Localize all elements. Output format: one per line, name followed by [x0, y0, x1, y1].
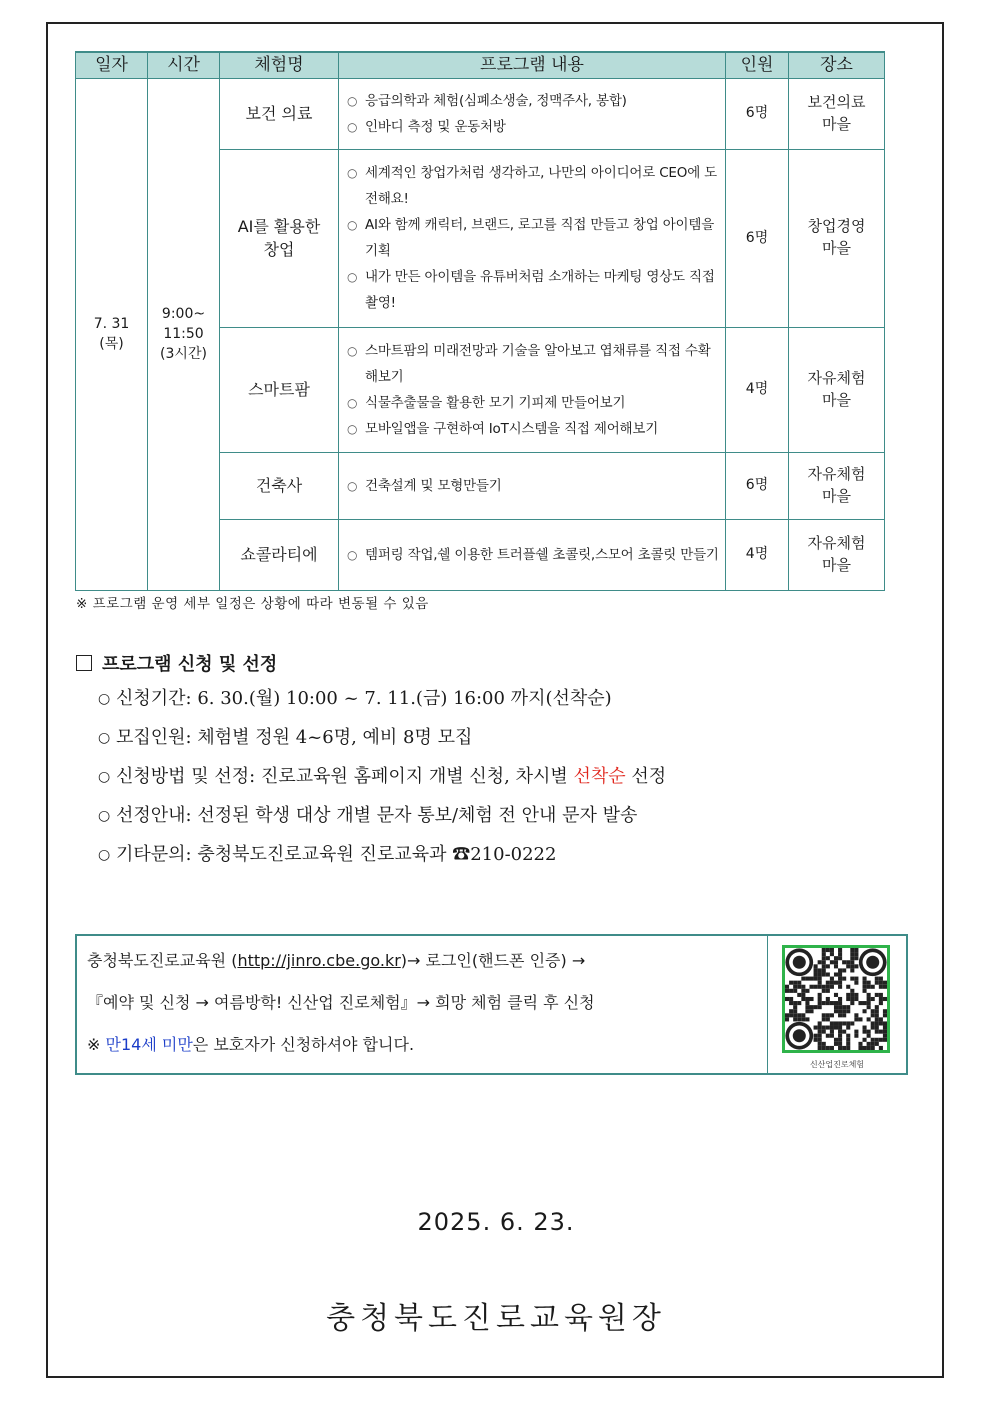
list-item-text: AI와 함께 캐릭터, 브랜드, 로고를 직접 만들고 창업 아이템을 기획: [365, 217, 715, 260]
list-item-recruit: [98, 725, 666, 764]
program-content-cell: [339, 452, 726, 519]
recruit-text: 모집인원: 체험별 정원 4~6명, 예비 8명 모집: [116, 727, 473, 748]
header-date: 일자: [76, 52, 148, 78]
place-line: 마을: [822, 555, 851, 574]
list-item-text: 내가 만든 아이템을 유튜버처럼 소개하는 마케팅 영상도 직접 촬영!: [365, 269, 715, 312]
program-name-cell: [220, 452, 339, 519]
list-item: ○ 응급의학과 체험(심폐소생술, 정맥주사, 봉합): [347, 88, 719, 114]
place-cell: [789, 78, 885, 149]
header-people: 인원: [726, 52, 789, 78]
list-item-text: 건축설계 및 모형만들기: [365, 477, 502, 494]
table-header-row: [76, 52, 885, 78]
date-line: 7. 31: [93, 315, 130, 332]
list-item-text: 세계적인 창업가처럼 생각하고, 나만의 아이디어로 CEO에 도전해요!: [365, 165, 717, 208]
list-item: ○ 모바일앱을 구현하여 IoT시스템을 직접 제어해보기: [347, 416, 719, 442]
header-program-name: 체험명: [220, 52, 339, 78]
place-line: 마을: [822, 486, 851, 505]
place-line: 자유체험: [807, 533, 866, 552]
program-name: 창업: [263, 240, 295, 260]
list-item: ○ AI와 함께 캐릭터, 브랜드, 로고를 직접 만들고 창업 아이템을 기획: [347, 212, 719, 264]
program-name-cell: [220, 519, 339, 590]
header-place: 장소: [789, 52, 885, 78]
time-cell: [148, 78, 220, 590]
guide-line: [87, 1032, 595, 1074]
program-name-cell: [220, 78, 339, 149]
schedule-table: [75, 51, 885, 591]
list-item-guide: [98, 803, 666, 842]
place-cell: [789, 149, 885, 327]
program-name: 쇼콜라티에: [240, 545, 318, 565]
list-item: ○ 인바디 측정 및 운동처방: [347, 114, 719, 140]
guide-line-text: 충청북도진로교육원 (: [87, 951, 238, 970]
method-suffix: 선정: [625, 766, 667, 787]
place-cell: [789, 452, 885, 519]
program-content-cell: [339, 519, 726, 590]
guide-line: 『예약 및 신청 → 여름방학! 신산업 진로체험』→ 희망 체험 클릭 후 신청: [87, 993, 595, 1012]
circle-bullet-icon: ○: [98, 847, 111, 863]
list-item-method: [98, 764, 666, 803]
period-text: 신청기간: 6. 30.(월) 10:00 ~ 7. 11.(금) 16:00 까지(선착순): [116, 688, 612, 709]
place-line: 자유체험: [807, 368, 866, 387]
place-line: 자유체험: [807, 464, 866, 483]
place-line: 마을: [822, 114, 851, 133]
place-cell: [789, 519, 885, 590]
program-name: 보건 의료: [245, 104, 313, 124]
list-item: ○ 건축설계 및 모형만들기: [347, 473, 719, 499]
time-end: 11:50: [163, 325, 204, 342]
section-title-text: 프로그램 신청 및 선정: [102, 654, 278, 675]
list-item-text: 템퍼링 작업,쉘 이용한 트러플쉘 초콜릿,스모어 초콜릿 만들기: [365, 546, 719, 563]
guide-line-text: ※: [87, 1035, 106, 1054]
document-date: 2025. 6. 23.: [417, 1208, 575, 1236]
circle-bullet-icon: ○: [98, 730, 111, 746]
guide-text: 선정안내: 선정된 학생 대상 개별 문자 통보/체험 전 안내 문자 발송: [116, 805, 638, 826]
list-item-period: [98, 686, 666, 725]
list-item-text: 모바일앱을 구현하여 IoT시스템을 직접 제어해보기: [365, 420, 659, 437]
place-line: 보건의료: [807, 92, 866, 111]
place-line: 마을: [822, 390, 851, 409]
list-item-text: 응급의학과 체험(심폐소생술, 정맥주사, 봉합): [365, 92, 627, 109]
list-item: ○ 세계적인 창업가처럼 생각하고, 나만의 아이디어로 CEO에 도전해요!: [347, 160, 719, 212]
program-content-cell: [339, 78, 726, 149]
place-line: 창업경영: [807, 217, 866, 236]
table-row: [76, 78, 885, 149]
guide-line-text: )→ 로그인(핸드폰 인증) →: [400, 951, 586, 970]
method-highlight: 선착순: [573, 766, 626, 787]
people-cell: 6명: [726, 149, 789, 327]
day-line: (목): [99, 336, 124, 353]
list-item-contact: [98, 842, 666, 881]
list-item: ○ 식물추출물을 활용한 모기 기피제 만들어보기: [347, 390, 719, 416]
program-name: AI를 활용한: [237, 216, 321, 236]
section-title: [76, 650, 277, 676]
program-content-cell: [339, 327, 726, 452]
application-guide-box: [75, 934, 908, 1075]
time-duration: (3시간): [160, 346, 207, 363]
homepage-link[interactable]: http://jinro.cbe.go.kr: [237, 951, 401, 970]
schedule-note: ※ 프로그램 운영 세부 일정은 상황에 따라 변동될 수 있음: [76, 596, 429, 612]
list-item-text: 식물추출물을 활용한 모기 기피제 만들어보기: [365, 394, 626, 411]
header-program-content: 프로그램 내용: [339, 52, 726, 78]
people-cell: 4명: [726, 327, 789, 452]
list-item: ○ 템퍼링 작업,쉘 이용한 트러플쉘 초콜릿,스모어 초콜릿 만들기: [347, 542, 719, 568]
checkbox-square-icon: [76, 655, 92, 671]
people-cell: 4명: [726, 519, 789, 590]
qr-cell: [767, 936, 906, 1073]
qr-code-icon[interactable]: [782, 945, 890, 1053]
place-cell: [789, 327, 885, 452]
circle-bullet-icon: ○: [98, 691, 111, 707]
list-item: ○ 내가 만든 아이템을 유튜버처럼 소개하는 마케팅 영상도 직접 촬영!: [347, 264, 719, 316]
qr-caption: 신산업진로체험: [809, 1060, 865, 1069]
method-text: 신청방법 및 선정: 진로교육원 홈페이지 개별 신청, 차시별: [116, 766, 574, 787]
place-line: 마을: [822, 239, 851, 258]
guide-line: [87, 948, 595, 990]
guide-line-text: 은 보호자가 신청하셔야 합니다.: [192, 1035, 415, 1054]
signer-name: 충청북도진로교육원장: [326, 1301, 666, 1336]
program-name-cell: [220, 327, 339, 452]
date-cell: [76, 78, 148, 590]
list-item-text: 인바디 측정 및 운동처방: [365, 118, 506, 135]
circle-bullet-icon: ○: [98, 769, 111, 785]
time-start: 9:00~: [161, 305, 206, 322]
guide-text-block: [87, 948, 595, 1074]
program-name: 스마트팜: [248, 380, 310, 400]
people-cell: 6명: [726, 78, 789, 149]
people-cell: 6명: [726, 452, 789, 519]
program-content-cell: [339, 149, 726, 327]
list-item: ○ 스마트팜의 미래전망과 기술을 알아보고 엽채류를 직접 수확해보기: [347, 338, 719, 390]
contact-text: 기타문의: 충청북도진로교육원 진로교육과 ☎210-0222: [116, 844, 557, 865]
list-item-text: 스마트팜의 미래전망과 기술을 알아보고 엽채류를 직접 수확해보기: [365, 342, 711, 385]
age-highlight: 만14세 미만: [105, 1035, 193, 1054]
program-name: 건축사: [255, 476, 303, 496]
program-name-cell: [220, 149, 339, 327]
application-info-list: [98, 686, 666, 881]
circle-bullet-icon: ○: [98, 808, 111, 824]
header-time: 시간: [148, 52, 220, 78]
